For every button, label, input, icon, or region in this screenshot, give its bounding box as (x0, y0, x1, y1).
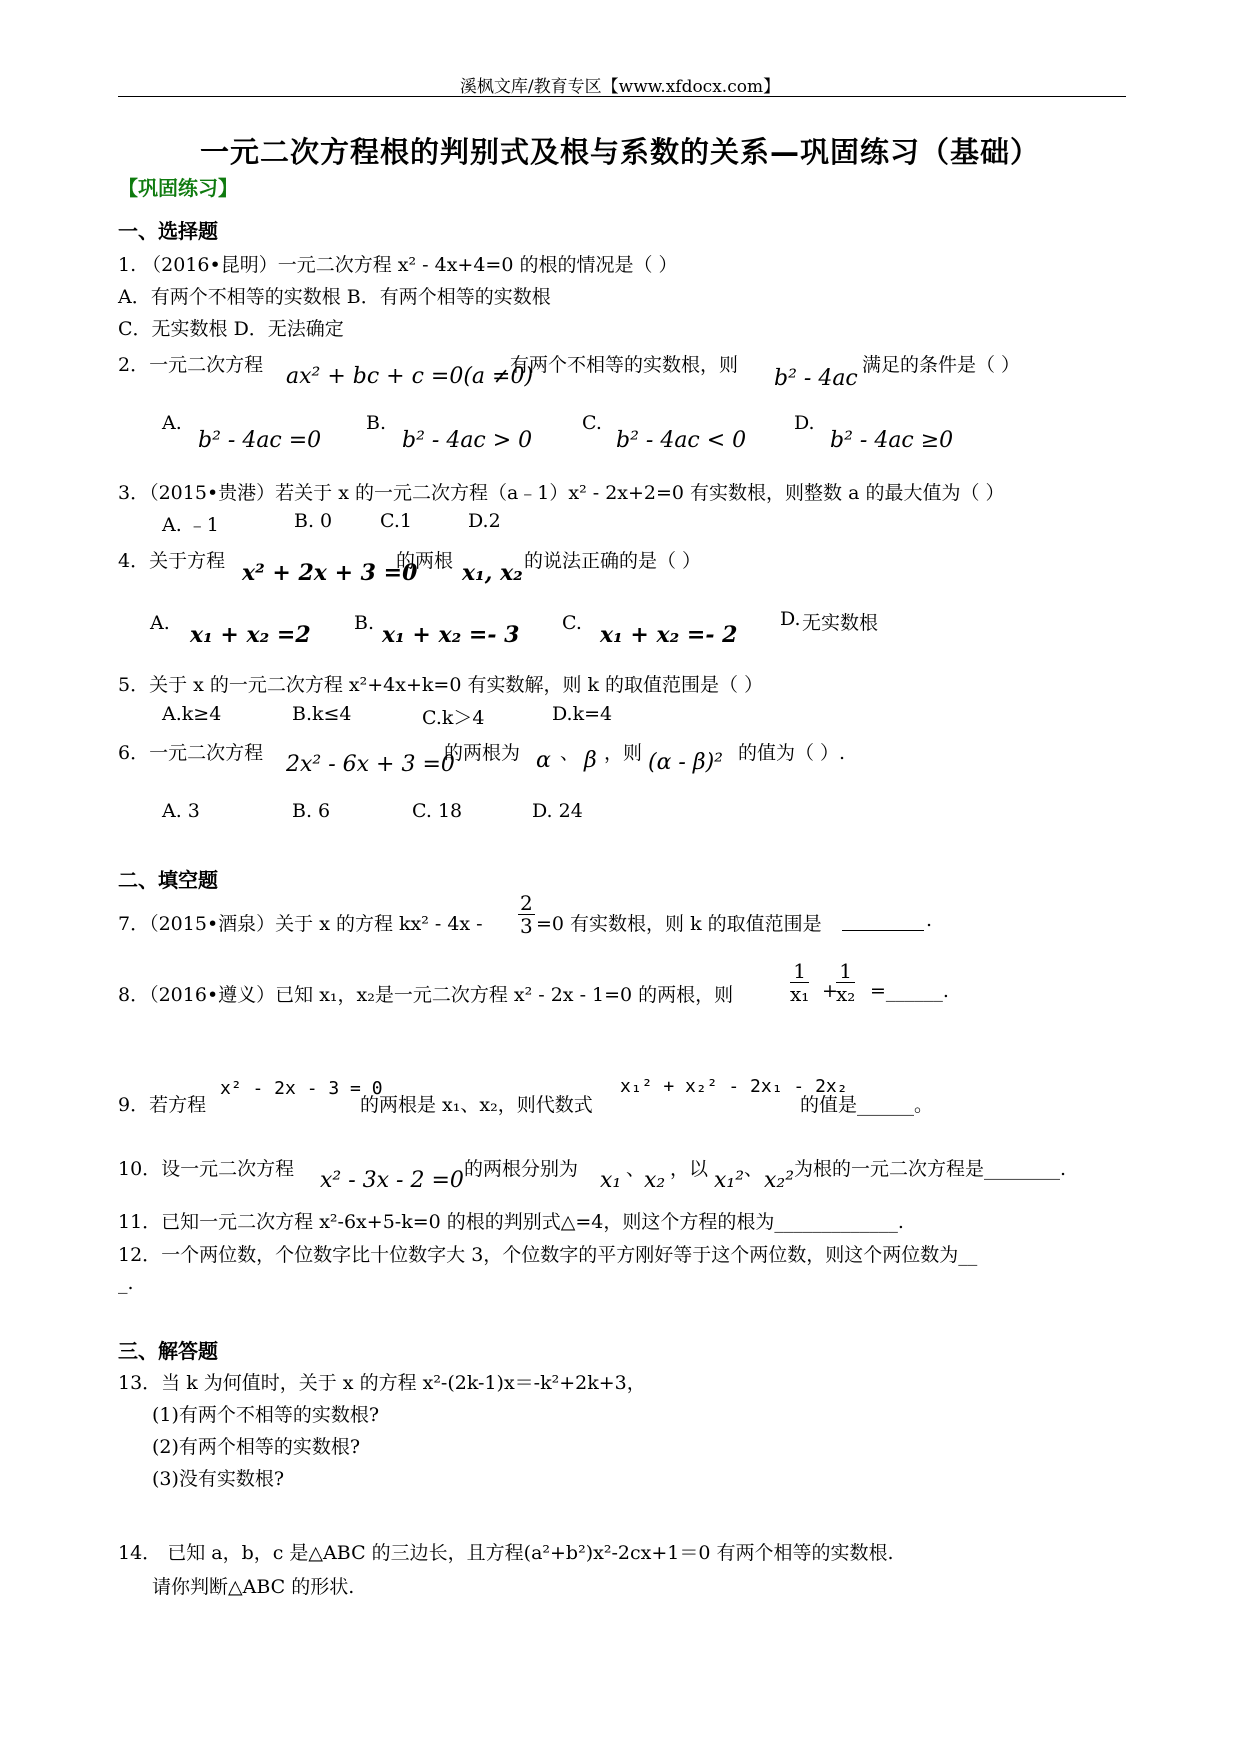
question-10-sep-1: 、 (626, 1158, 646, 1180)
question-1-options-ab: A．有两个不相等的实数根 B．有两个相等的实数根 (118, 286, 551, 308)
q2-option-a: b² - 4ac =0 (198, 428, 322, 453)
question-13-stem: 13．当 k 为何值时，关于 x 的方程 x²-(2k-1)x＝-k²+2k+3， (118, 1372, 646, 1394)
q2-option-c: b² - 4ac < 0 (616, 428, 747, 453)
question-4-roots: x₁, x₂ (462, 560, 523, 586)
question-6-number: 6．一元二次方程 (118, 742, 264, 764)
question-14-line-2: 请你判断△ABC 的形状. (152, 1576, 355, 1598)
q4-option-b-label: B. (354, 612, 375, 634)
q8-frac2-numerator: 1 (836, 960, 855, 983)
question-10-root-1: x₁ (600, 1168, 622, 1193)
q4-option-d-label: D. (780, 608, 801, 630)
q2-option-a-label: A. (162, 412, 182, 434)
question-6-expr: (α - β)² (648, 750, 723, 775)
question-5-stem: 5．关于 x 的一元二次方程 x²+4x+k=0 有实数解，则 k 的取值范围是（ ） (118, 674, 764, 696)
question-13-part-1: (1)有两个不相等的实数根? (152, 1404, 380, 1426)
question-10-lead: 10．设一元二次方程 (118, 1158, 295, 1180)
q2-option-b-label: B. (366, 412, 387, 434)
question-10-root-2: x₂ (644, 1168, 666, 1193)
q4-option-b: x₁ + x₂ =- 3 (382, 622, 520, 648)
section-tag: 【巩固练习】 (118, 176, 238, 200)
question-12-line-1: 12．一个两位数，个位数字比十位数字大 3，个位数字的平方刚好等于这个两位数，则这个两位数为__ (118, 1244, 978, 1266)
question-6-then: ，则 (604, 742, 643, 764)
question-8-post: =______. (870, 980, 949, 1002)
q4-option-a: x₁ + x₂ =2 (190, 622, 311, 648)
question-8-plus: + (822, 980, 838, 1002)
q2-option-d-label: D. (794, 412, 815, 434)
question-10-post: 为根的一元二次方程是________. (794, 1158, 1067, 1180)
section-heading-solve: 三、解答题 (118, 1339, 218, 1363)
q7-frac-denominator: 3 (520, 914, 533, 938)
question-2-equation: ax² + bc + c =0(a ≠0) (286, 364, 534, 389)
question-14-line-1: 14． 已知 a，b，c 是△ABC 的三边长，且方程(a²+b²)x²-2cx+1＝0 有两个相等的实数根. (118, 1542, 894, 1564)
question-11: 11．已知一元二次方程 x²-6x+5-k=0 的根的判别式△=4，则这个方程的根为_____________. (118, 1211, 904, 1233)
q6-option-d: D. 24 (532, 800, 583, 822)
question-6-separator: 、 (560, 742, 580, 764)
question-8-fraction-1 (790, 960, 809, 1005)
header-rule (118, 96, 1126, 97)
question-4-mid: 的两根 (396, 550, 454, 572)
page-title: 一元二次方程根的判别式及根与系数的关系—巩固练习（基础） (199, 135, 1040, 169)
q6-option-b: B. 6 (292, 800, 331, 822)
q7-answer-blank[interactable] (842, 930, 924, 931)
question-10-square-1: x₁² (714, 1168, 745, 1193)
q8-frac1-numerator: 1 (790, 960, 809, 983)
question-2-tail: 满足的条件是（ ） (862, 354, 1021, 376)
q4-option-a-label: A. (150, 612, 170, 634)
q4-option-c: x₁ + x₂ =- 2 (600, 622, 738, 648)
q8-frac1-denominator: x₁ (790, 982, 810, 1006)
q4-option-c-label: C. (562, 612, 582, 634)
q5-option-a: A.k≥4 (162, 703, 222, 725)
question-9-post: 的值是______。 (800, 1094, 934, 1116)
q7-frac-numerator: 2 (520, 891, 533, 915)
q3-option-d: D.2 (468, 510, 501, 532)
question-2-number: 2．一元二次方程 (118, 354, 264, 376)
question-2-expr: b² - 4ac (774, 366, 858, 391)
question-6-beta: β (584, 748, 597, 773)
question-6-alpha: α (536, 748, 551, 773)
question-13-part-3: (3)没有实数根? (152, 1468, 285, 1490)
question-4-equation: x² + 2x + 3 =0 (242, 560, 418, 586)
q8-frac2-denominator: x₂ (836, 982, 856, 1006)
question-3-stem: 3．（2015•贵港）若关于 x 的一元二次方程（a﹣1）x² - 2x+2=0 有实数根，则整数 a 的最大值为（ ） (118, 482, 1005, 504)
page-header: 溪枫文库/教育专区【www.xfdocx.com】 (459, 77, 781, 97)
question-1-options-cd: C．无实数根 D．无法确定 (118, 318, 344, 340)
question-1-stem: 1. （2016•昆明）一元二次方程 x² - 4x+4=0 的根的情况是（ ） (118, 254, 678, 276)
q3-option-a: A. ﹣1 (162, 514, 219, 536)
question-8-lead: 8．（2016•遵义）已知 x₁，x₂是一元二次方程 x² - 2x - 1=0 的两根，则 (118, 984, 734, 1006)
q4-option-d: 无实数根 (802, 612, 879, 634)
question-2-mid: 有两个不相等的实数根，则 (510, 354, 739, 376)
q5-option-c: C.k＞4 (422, 707, 485, 729)
q5-option-d: D.k=4 (552, 703, 613, 725)
question-4-tail: 的说法正确的是（ ） (524, 550, 702, 572)
question-9-mid: 的两根是 x₁、x₂，则代数式 (360, 1094, 593, 1116)
question-10-sep-2: 、 (744, 1158, 764, 1180)
q3-option-b: B. 0 (294, 510, 333, 532)
question-7-end: . (926, 909, 933, 931)
section-heading-choice: 一、选择题 (118, 219, 218, 243)
section-heading-fill: 二、填空题 (118, 868, 218, 892)
question-9-equation: x² - 2x - 3 = 0 (220, 1078, 383, 1099)
question-6-mid: 的两根为 (444, 742, 521, 764)
question-9-expr: x₁² + x₂² - 2x₁ - 2x₂ (620, 1076, 848, 1097)
question-7-lead: 7．（2015•酒泉）关于 x 的方程 kx² - 4x - (118, 913, 483, 935)
q6-option-c: C. 18 (412, 800, 463, 822)
question-10-mid-2: ，以 (670, 1158, 709, 1180)
question-10-square-2: x₂² (764, 1168, 795, 1193)
question-4-number: 4．关于方程 (118, 550, 226, 572)
question-9-lead: 9．若方程 (118, 1094, 207, 1116)
q5-option-b: B.k≤4 (292, 703, 352, 725)
question-7-post: =0 有实数根，则 k 的取值范围是 (536, 913, 822, 935)
q6-option-a: A. 3 (162, 800, 200, 822)
question-12-line-2: _. (118, 1272, 134, 1294)
question-8-fraction-2 (836, 960, 855, 1005)
q3-option-c: C.1 (380, 510, 412, 532)
question-10-equation: x² - 3x - 2 =0 (320, 1168, 464, 1193)
question-13-part-2: (2)有两个相等的实数根? (152, 1436, 361, 1458)
question-6-tail: 的值为（ ）. (738, 742, 846, 764)
q2-option-b: b² - 4ac > 0 (402, 428, 533, 453)
q2-option-d: b² - 4ac ≥0 (830, 428, 954, 453)
question-7-fraction (518, 892, 535, 937)
question-6-equation: 2x² - 6x + 3 =0 (286, 752, 455, 777)
q2-option-c-label: C. (582, 412, 602, 434)
question-10-mid: 的两根分别为 (464, 1158, 579, 1180)
